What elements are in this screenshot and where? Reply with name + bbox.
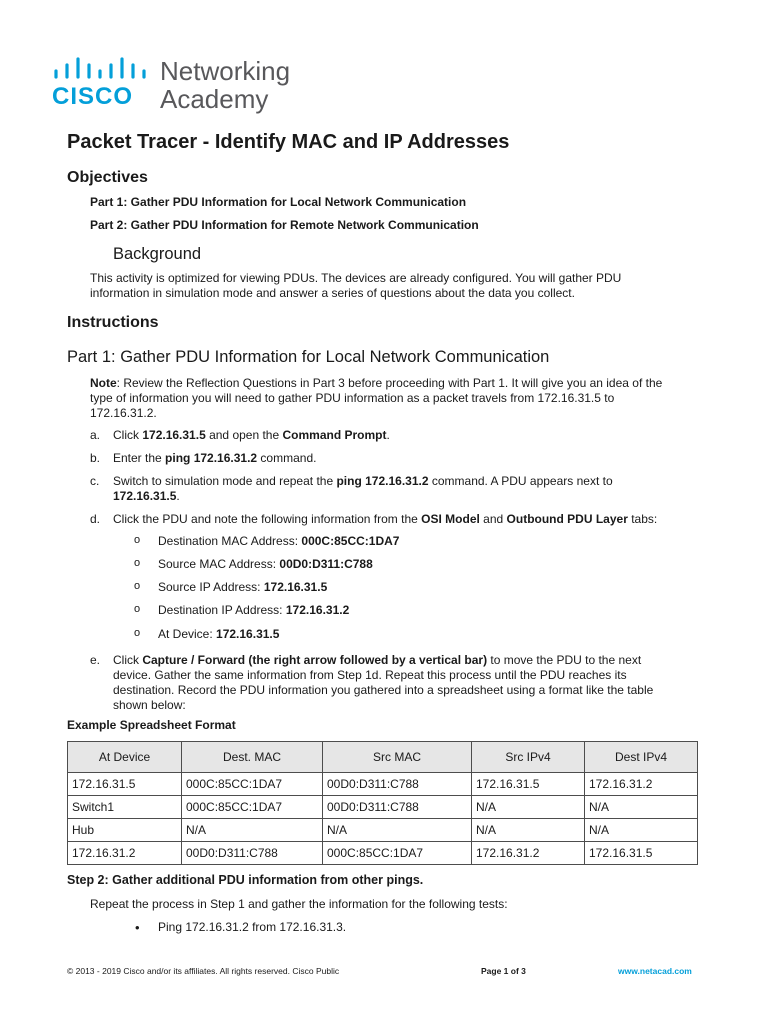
cisco-bars-icon: [52, 57, 152, 81]
table-cell: 172.16.31.5: [68, 773, 182, 796]
cisco-wordmark: CISCO: [52, 83, 134, 110]
table-cell: N/A: [323, 819, 472, 842]
table-header-cell: Dest IPv4: [585, 742, 698, 773]
step-e-letter: e.: [90, 653, 101, 667]
table-cell: N/A: [472, 796, 585, 819]
table-cell: Switch1: [68, 796, 182, 819]
table-cell: N/A: [585, 796, 698, 819]
table-cell: N/A: [182, 819, 323, 842]
table-cell: 172.16.31.2: [68, 842, 182, 865]
table-row: [68, 842, 698, 865]
table-cell: 172.16.31.2: [472, 842, 585, 865]
table-row: [68, 773, 698, 796]
table-cell: 172.16.31.5: [585, 842, 698, 865]
table-cell: 000C:85CC:1DA7: [182, 773, 323, 796]
part1-note: [90, 376, 710, 421]
logo-line-networking: Networking: [160, 56, 291, 86]
cisco-networking-academy-logo: [52, 57, 312, 117]
table-cell: 00D0:D311:C788: [323, 773, 472, 796]
spreadsheet-caption: Example Spreadsheet Format: [67, 718, 236, 732]
table-cell: 00D0:D311:C788: [323, 796, 472, 819]
logo-line-academy: Academy: [160, 84, 269, 114]
table-cell: 000C:85CC:1DA7: [323, 842, 472, 865]
bullet-circle-icon: o: [134, 557, 141, 569]
document-page: CISCO Networking Academy Packet Tracer - Identify MAC and IP Addresses Objectives Part 1: Gather PDU Information for Local Network Communication Part 2: Gather PDU Information for Remote Network Communication Background This activity is optimized for viewing PDUs. The devices are already configured. You will gather PDU information in simulation mode and answer a series of questions about the data you collect. Instructions Part 1: Gather PDU Information for Local Network Communication Note: Review the Reflection Questions in Part 3 before proceeding with Part 1. It will give you an idea of the type of information you will need to gather PDU information as a packet travels from 172.16.31.5 to 172.16.31.2. a. Click 172.16.31.5 and open the Command Prompt. b. Enter the ping 172.16.31.2 command. c. Switch to simulation mode and repeat the ping 172.16.31.2 command. A PDU appears next to 172.16.31.5. d. Click the PDU and note the following information from the OSI Model and Outbound PDU Layer tabs: o Destination MAC Address: 000C:85CC:1DA7 o Source MAC Address: 00D0:D311:C788 o Source IP Address: 172.16.31.5 o Destination IP Address: 172.16.31.2 o At Device: 172.16.31.5 e. Click Capture / Forward (the right arrow followed by a vertical bar) to move the PDU to the next device. Gather the same information from Step 1d. Repeat this process until the PDU reaches its destination. Record the PDU information you gathered into a spreadsheet using a format like the table shown below: Example Spreadsheet Format At Device Dest. MAC Src MAC Src IPv4 Dest IPv4 172.16.31.5 000C:85CC:1DA7 00D0:D311:C788 172.16.31.5 172.16.31.2 Switch1 000C:85CC:1DA7 00D0:D311:C788 N/A N/A Hub N/A N/A N/A N/A 172.16.31.2 00D0:D311:C788 000C:85CC:1DA7 172.16.31.2 172.16.31.5 Step 2: Gather additional PDU information from other pings. Repeat the process in Step 1 and gather the information for the following tests: • Ping 172.16.31.2 from 172.16.31.3. © 2013 - 2019 Cisco and/or its affiliates. All rights reserved. Cisco Public Page 1 of 3 www.netacad.com: [0, 0, 768, 1024]
objective-part-1: Part 1: Gather PDU Information for Local Network Communication: [90, 195, 467, 209]
step-e-text: Click Capture / Forward (the right arrow followed by a vertical bar) to move the PDU to the next device. Gather the same information from Step 1d. Repeat this process until the PDU reaches its destination. Record the PDU information you gathered into a spreadsheet using a format like the table shown below:: [113, 653, 654, 712]
step-a-text: Click 172.16.31.5 and open the Command Prompt.: [113, 428, 390, 442]
footer-link[interactable]: www.netacad.com: [618, 966, 692, 976]
table-header-row: [68, 742, 698, 773]
step-c-text: Switch to simulation mode and repeat the ping 172.16.31.2 command. A PDU appears next to 172.16.31.5.: [113, 474, 613, 503]
background-text: [90, 271, 710, 301]
step2-heading: Step 2: Gather additional PDU information from other pings.: [67, 873, 424, 887]
logo-title: [160, 57, 290, 113]
background-line-2: information in simulation mode and answer a series of questions about the data you collect.: [90, 286, 575, 300]
part1-heading: Part 1: Gather PDU Information for Local Network Communication: [67, 348, 550, 366]
background-heading: Background: [113, 245, 202, 263]
table-cell: 172.16.31.2: [585, 773, 698, 796]
table-header-cell: Src MAC: [323, 742, 472, 773]
table-cell: N/A: [585, 819, 698, 842]
step-b-letter: b.: [90, 451, 101, 465]
table-cell: 000C:85CC:1DA7: [182, 796, 323, 819]
step-c-letter: c.: [90, 474, 100, 488]
step-a-letter: a.: [90, 428, 101, 442]
example-spreadsheet-table: [67, 741, 698, 865]
page-title: Packet Tracer - Identify MAC and IP Addresses: [67, 131, 510, 153]
bullet-dot-icon: •: [135, 920, 140, 935]
instructions-heading: Instructions: [67, 314, 159, 331]
table-row: [68, 796, 698, 819]
step-d-letter: d.: [90, 512, 101, 526]
footer-copyright: © 2013 - 2019 Cisco and/or its affiliates. All rights reserved. Cisco Public: [67, 966, 340, 976]
bullet-circle-icon: o: [134, 627, 141, 639]
note-label: Note: [90, 376, 117, 390]
table-header-cell: At Device: [68, 742, 182, 773]
bullet-circle-icon: o: [134, 603, 141, 615]
table-header-cell: Dest. MAC: [182, 742, 323, 773]
bullet-circle-icon: o: [134, 580, 141, 592]
note-line-3: 172.16.31.2.: [90, 406, 157, 420]
bullet-circle-icon: o: [134, 534, 141, 546]
objective-part-2: Part 2: Gather PDU Information for Remote Network Communication: [90, 218, 479, 232]
objectives-heading: Objectives: [67, 169, 148, 186]
table-cell: N/A: [472, 819, 585, 842]
table-cell: 00D0:D311:C788: [182, 842, 323, 865]
table-cell: Hub: [68, 819, 182, 842]
table-header-cell: Src IPv4: [472, 742, 585, 773]
step-d-text: Click the PDU and note the following information from the OSI Model and Outbound PDU Layer tabs:: [113, 512, 658, 526]
footer-page-number: Page 1 of 3: [481, 966, 526, 976]
step-b-text: Enter the ping 172.16.31.2 command.: [113, 451, 317, 465]
note-line-1: : Review the Reflection Questions in Part 3 before proceeding with Part 1. It will give you an idea of the: [116, 376, 663, 390]
note-line-2: type of information you will need to gather PDU information as a packet travels from 172.16.31.5 to: [90, 391, 615, 405]
table-cell: 172.16.31.5: [472, 773, 585, 796]
step2-text: Repeat the process in Step 1 and gather the information for the following tests:: [90, 897, 508, 911]
background-line-1: This activity is optimized for viewing PDUs. The devices are already configured. You will gather PDU: [90, 271, 622, 285]
table-row: [68, 819, 698, 842]
